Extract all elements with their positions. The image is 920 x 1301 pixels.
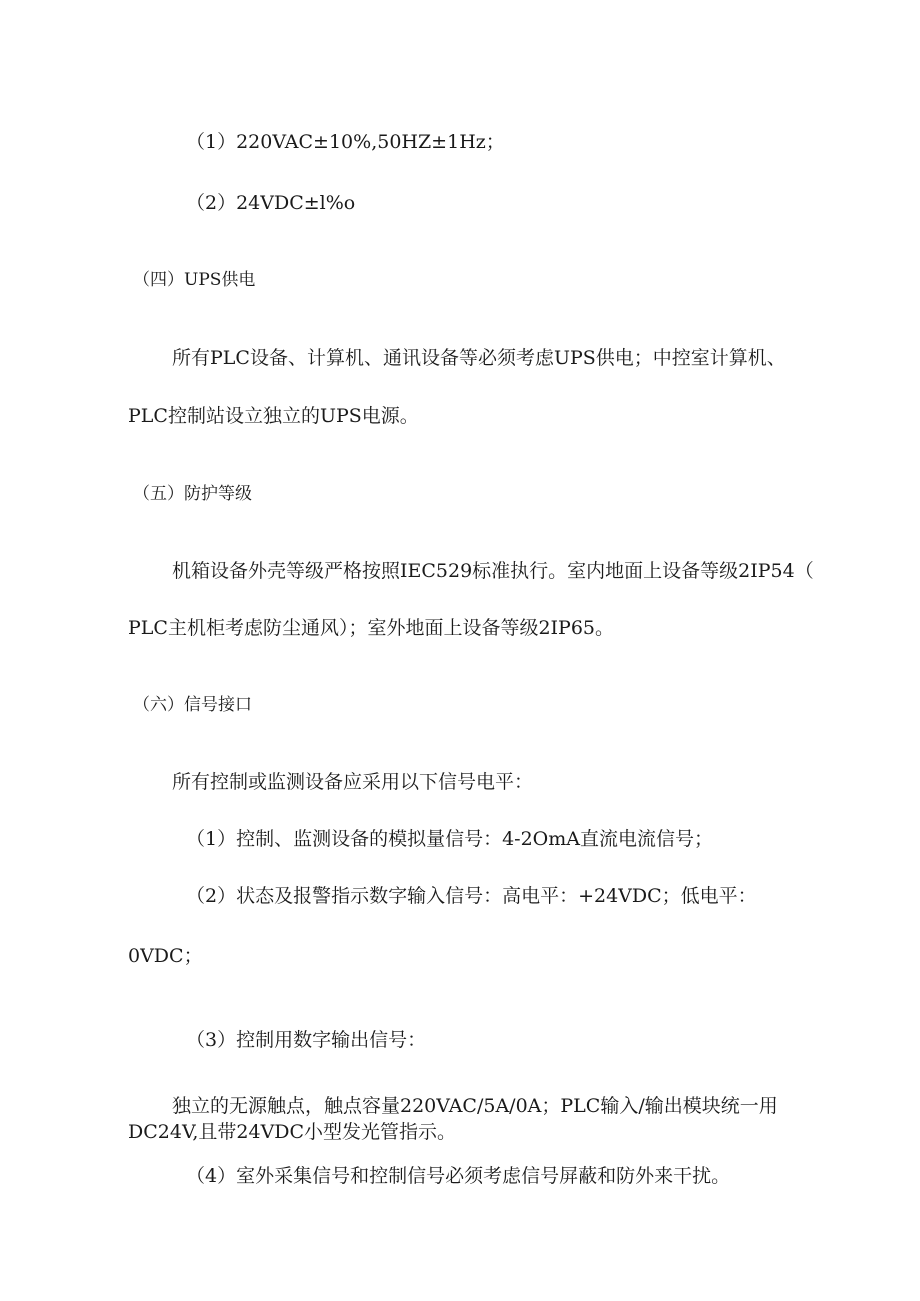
power-spec-item-2: （2）24VDC±l%o: [186, 192, 356, 214]
protection-paragraph-line-2: PLC主机柜考虑防尘通风）；室外地面上设备等级2IP65。: [128, 617, 614, 639]
signal-item-3-paragraph-line-1: 独立的无源触点，触点容量220VAC/5A/0A；PLC输入/输出模块统一用: [172, 1095, 778, 1117]
ups-paragraph-line-1: 所有PLC设备、计算机、通讯设备等必须考虑UPS供电；中控室计算机、: [172, 347, 786, 369]
signal-item-4: （4）室外采集信号和控制信号必须考虑信号屏蔽和防外来干扰。: [186, 1165, 731, 1187]
signal-item-3: （3）控制用数字输出信号：: [186, 1029, 427, 1051]
signal-intro: 所有控制或监测设备应采用以下信号电平：: [172, 771, 534, 793]
signal-heading: （六）信号接口: [133, 695, 252, 715]
signal-item-2-line-2: 0VDC；: [128, 945, 203, 967]
signal-item-2-line-1: （2）状态及报警指示数字输入信号：高电平：+24VDC；低电平：: [186, 885, 757, 907]
signal-item-3-paragraph-line-2: DC24V,且带24VDC小型发光管指示。: [128, 1121, 457, 1143]
protection-paragraph-line-1: 机箱设备外壳等级严格按照IEC529标准执行。室内地面上设备等级2IP54（: [172, 560, 814, 582]
ups-heading: （四）UPS供电: [133, 270, 256, 290]
signal-item-1: （1）控制、监测设备的模拟量信号：4-2OmA直流电流信号；: [186, 828, 714, 850]
power-spec-item-1: （1）220VAC±10%,50HZ±1Hz；: [186, 131, 505, 153]
ups-paragraph-line-2: PLC控制站设立独立的UPS电源。: [128, 405, 419, 427]
protection-heading: （五）防护等级: [133, 484, 252, 504]
